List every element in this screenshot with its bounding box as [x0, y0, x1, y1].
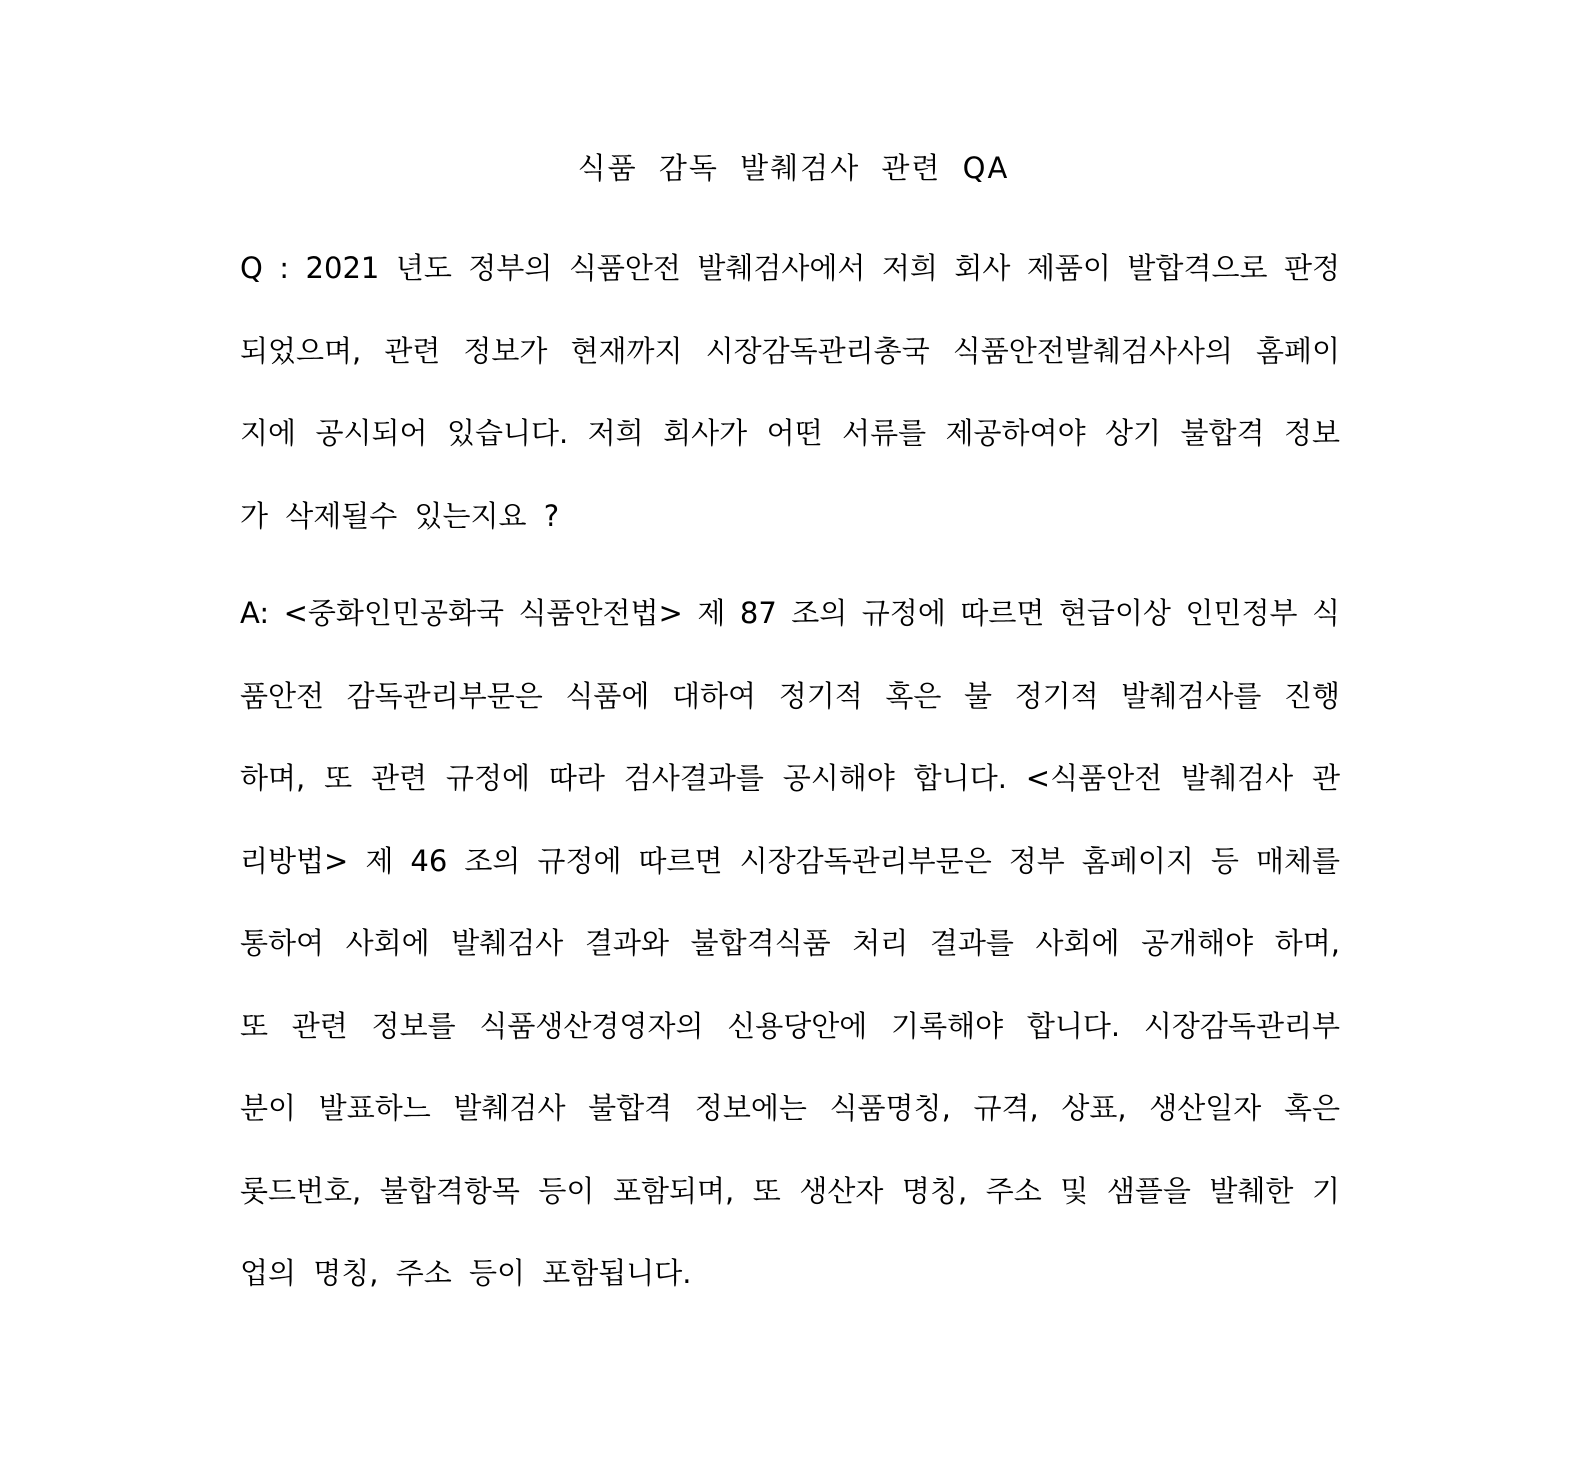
answer-line: 분이 발표하느 발췌검사 불합격 정보에는 식품명칭, 규격, 상표, 생산일자 혹은 — [240, 1091, 1340, 1125]
question-paragraph — [240, 248, 1340, 578]
question-line: 지에 공시되어 있습니다. 저희 회사가 어떤 서류를 제공하여야 상기 불합격 정보 — [240, 416, 1340, 450]
answer-line: 리방법> 제 46 조의 규정에 따르면 시장감독관리부문은 정부 홈페이지 등 매체를 — [240, 843, 1340, 878]
answer-line: 하며, 또 관련 규정에 따라 검사결과를 공시해야 합니다. <식품안전 발췌검사 관 — [240, 761, 1340, 795]
question-line: Q : 2021 년도 정부의 식품안전 발췌검사에서 저희 회사 제품이 발합격으로 판정 — [240, 251, 1340, 285]
answer-line: 또 관련 정보를 식품생산경영자의 신용당안에 기록해야 합니다. 시장감독관리부 — [240, 1008, 1340, 1043]
answer-paragraph — [240, 593, 1340, 1336]
question-line: 가 삭제될수 있는지요 ? — [240, 498, 560, 533]
answer-line: 통하여 사회에 발췌검사 결과와 불합격식품 처리 결과를 사회에 공개해야 하며, — [240, 926, 1340, 960]
question-line: 되었으며, 관련 정보가 현재까지 시장감독관리총국 식품안전발췌검사사의 홈페이 — [240, 333, 1340, 368]
document-title: 식품 감독 발췌검사 관련 QA — [577, 151, 1010, 185]
answer-line: 롯드번호, 불합격항목 등이 포함되며, 또 생산자 명칭, 주소 및 샘플을 발췌한 기 — [240, 1173, 1340, 1208]
answer-line: A: <중화인민공화국 식품안전법> 제 87 조의 규정에 따르면 현급이상 인민정부 식 — [240, 596, 1340, 630]
answer-line: 업의 명칭, 주소 등이 포함됩니다. — [240, 1256, 692, 1290]
answer-line: 품안전 감독관리부문은 식품에 대하여 정기적 혹은 불 정기적 발췌검사를 진행 — [240, 678, 1340, 713]
